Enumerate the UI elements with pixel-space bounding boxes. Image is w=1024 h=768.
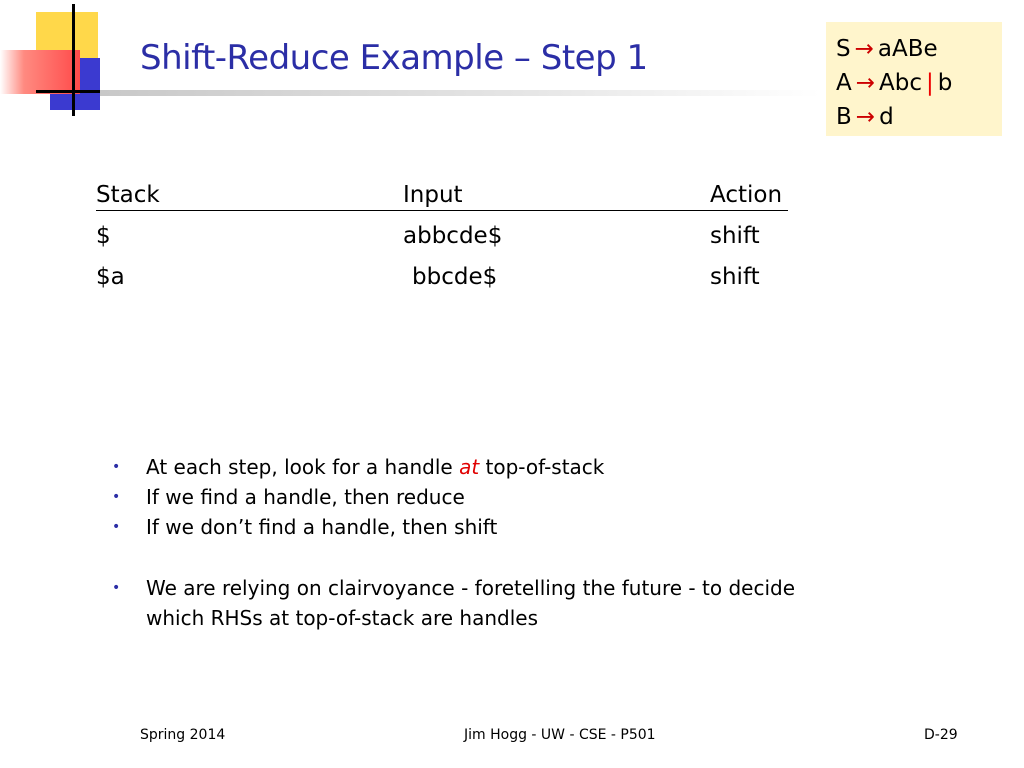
bullet-text: top-of-stack: [479, 455, 605, 479]
arrow-icon: →: [855, 70, 876, 96]
header-stack: Stack: [96, 182, 160, 208]
footer-date: Spring 2014: [140, 727, 226, 743]
grammar-rule-s: [836, 32, 1002, 66]
bullet-item: [112, 482, 932, 512]
rule-rhs: Abc: [879, 70, 922, 96]
rule-lhs: B: [836, 104, 852, 130]
grammar-rule-a: [836, 66, 1002, 100]
row2-stack: $a: [96, 264, 125, 290]
bullet-item: [112, 452, 932, 482]
bullet-emphasis: at: [459, 455, 480, 479]
bullet-icon: •: [112, 519, 121, 535]
table-header-underline: [96, 210, 788, 211]
arrow-icon: →: [855, 104, 876, 130]
rule-rhs: aABe: [877, 36, 938, 62]
decor-vertical-line: [72, 4, 75, 116]
decor-red-band: [0, 50, 80, 94]
bullet-icon: •: [112, 580, 121, 596]
rule-lhs: A: [836, 70, 852, 96]
bullet-text: At each step, look for a handle: [146, 455, 460, 479]
slide-title: Shift-Reduce Example – Step 1: [140, 38, 648, 78]
grammar-box: [826, 22, 1002, 136]
bullet-text: If we find a handle, then reduce: [146, 485, 465, 509]
bullet-text-line2: which RHSs at top-of-stack are handles: [146, 606, 538, 630]
bullet-list: [112, 452, 932, 633]
arrow-icon: →: [854, 36, 874, 62]
row2-input: bbcde$: [412, 264, 498, 290]
rule-lhs: S: [836, 36, 851, 62]
header-input: Input: [403, 182, 463, 208]
alternative-bar: |: [926, 70, 934, 96]
bullet-text: If we don’t find a handle, then shift: [146, 515, 498, 539]
row2-action: shift: [710, 264, 760, 290]
bullet-item: [112, 573, 932, 633]
bullet-icon: •: [112, 459, 121, 475]
header-action: Action: [710, 182, 783, 208]
footer-page-number: D-29: [924, 727, 958, 743]
title-underline: [100, 90, 820, 96]
rule-rhs: d: [879, 104, 894, 130]
grammar-rule-b: [836, 100, 1002, 134]
rule-rhs-alt: b: [937, 70, 953, 96]
row1-action: shift: [710, 223, 760, 249]
footer-author: Jim Hogg - UW - CSE - P501: [464, 727, 656, 743]
bullet-item: [112, 512, 932, 542]
row1-input: abbcde$: [403, 223, 503, 249]
bullet-icon: •: [112, 489, 121, 505]
bullet-text-line1: We are relying on clairvoyance - foretelling the future - to decide: [146, 576, 795, 600]
row1-stack: $: [96, 223, 111, 249]
